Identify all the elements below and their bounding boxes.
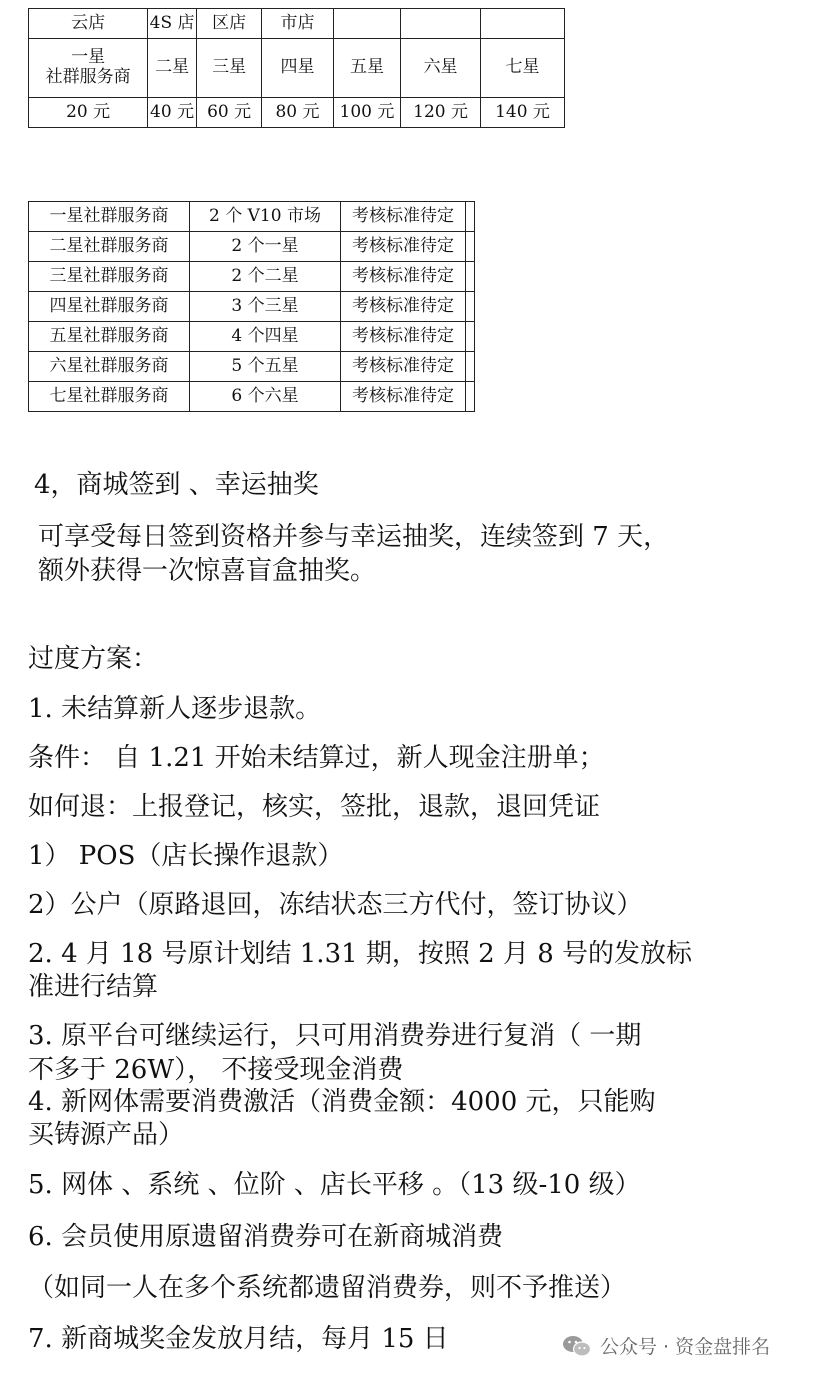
table-cell: 考核标准待定 [341,352,466,382]
plan-title: 过度方案： [28,644,159,674]
table-cell: 2 个一星 [190,232,341,262]
table-cell: 考核标准待定 [341,232,466,262]
table-cell: 4 个四星 [190,322,341,352]
table-cell: 考核标准待定 [341,292,466,322]
table-cell: 市店 [262,9,334,39]
plan-line: 1. 未结算新人逐步退款。 [28,694,322,724]
plan-line: 4. 新网体需要消费激活（消费金额：4000 元，只能购 [28,1087,656,1117]
table-cell: 三星 [196,39,261,98]
plan-line: 条件： 自 1.21 开始未结算过，新人现金注册单； [28,743,605,773]
watermark [562,1332,770,1359]
table-cell: 六星 [401,39,481,98]
table-cell: 区店 [196,9,261,39]
plan-line: 2）公户（原路退回，冻结状态三方代付，签订协议） [28,890,643,920]
table-cell [466,382,475,412]
table-cell [466,292,475,322]
table-row [29,322,475,352]
plan-line: （如同一人在多个系统都遗留消费券，则不予推送） [28,1273,627,1303]
table-cell [480,9,564,39]
table-cell: 七星社群服务商 [29,382,190,412]
table-row [29,232,475,262]
table-cell: 140 元 [480,98,564,128]
table-cell [466,202,475,232]
table-cell [466,352,475,382]
plan-line: 7. 新商城奖金发放月结，每月 15 日 [28,1324,449,1354]
table-cell: 五星 [333,39,400,98]
table-cell [466,322,475,352]
table-row [29,202,475,232]
plan-line: 买铸源产品） [28,1120,185,1150]
table-cell [466,232,475,262]
watermark-text: 公众号 · 资金盘排名 [600,1336,771,1358]
requirement-table [28,201,475,412]
table-cell: 一星 社群服务商 [29,39,148,98]
table-row [29,262,475,292]
table-cell: 考核标准待定 [341,202,466,232]
table-cell: 云店 [29,9,148,39]
table-cell: 四星社群服务商 [29,292,190,322]
plan-line: 如何退：上报登记，核实，签批，退款，退回凭证 [28,792,601,822]
wechat-icon [562,1334,592,1358]
table-row [29,352,475,382]
fee-table [28,8,565,128]
plan-line: 1） POS（店长操作退款） [28,841,344,871]
table-cell: 七星 [480,39,564,98]
table-cell [401,9,481,39]
plan-line: 2. 4 月 18 号原计划结 1.31 期，按照 2 月 8 号的发放标 [28,939,693,969]
plan-line: 6. 会员使用原遗留消费券可在新商城消费 [28,1222,504,1252]
section-heading: 4，商城签到 、幸运抽奖 [34,470,319,500]
table-cell [333,9,400,39]
table-cell: 五星社群服务商 [29,322,190,352]
table-cell: 三星社群服务商 [29,262,190,292]
table-cell: 40 元 [148,98,197,128]
plan-line: 3. 原平台可继续运行，只可用消费券进行复消（ 一期 [28,1021,642,1051]
table-cell: 80 元 [262,98,334,128]
table-cell: 4S 店 [148,9,197,39]
table-cell: 二星社群服务商 [29,232,190,262]
table-cell: 2 个二星 [190,262,341,292]
plan-line: 准进行结算 [28,972,159,1002]
table-cell: 6 个六星 [190,382,341,412]
table-cell: 考核标准待定 [341,382,466,412]
paragraph-line: 可享受每日签到资格并参与幸运抽奖，连续签到 7 天， [38,522,670,552]
plan-line: 不多于 26W）， 不接受现金消费 [28,1055,404,1085]
table-cell [466,262,475,292]
table-cell: 60 元 [196,98,261,128]
table-cell: 2 个 V10 市场 [190,202,341,232]
table-cell: 考核标准待定 [341,322,466,352]
table-cell: 一星社群服务商 [29,202,190,232]
table-cell: 3 个三星 [190,292,341,322]
table-cell: 120 元 [401,98,481,128]
table-cell: 六星社群服务商 [29,352,190,382]
table-row [29,382,475,412]
plan-line: 5. 网体 、系统 、位阶 、店长平移 。（13 级-10 级） [28,1170,641,1200]
table-row [29,292,475,322]
table-cell: 四星 [262,39,334,98]
table-cell: 100 元 [333,98,400,128]
table-cell: 二星 [148,39,197,98]
table-cell: 考核标准待定 [341,262,466,292]
table-cell: 20 元 [29,98,148,128]
table-cell: 5 个五星 [190,352,341,382]
paragraph-line: 额外获得一次惊喜盲盒抽奖。 [38,556,377,586]
